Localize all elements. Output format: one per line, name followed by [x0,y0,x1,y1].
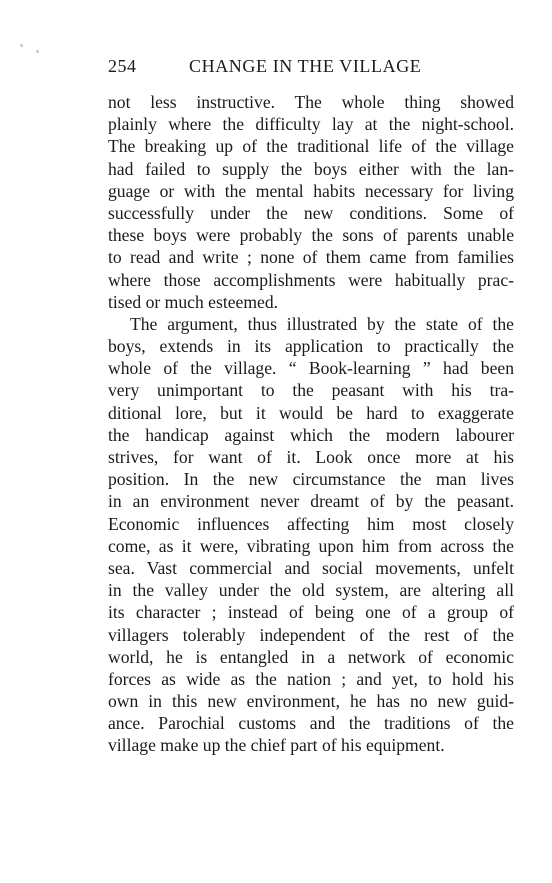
text-line: boys, extends in its application to practically the [108,336,514,357]
text-line: to read and write ; none of them came from families [108,247,514,268]
text-line: ditional lore, but it would be hard to exaggerate [108,402,514,423]
text-line: world, he is entangled in a network of economic [108,646,514,667]
text-line: where those accomplishments were habitually prac- [108,269,514,290]
text-line: ance. Parochial customs and the traditions of the [108,713,514,734]
text-line: forces as wide as the nation ; and yet, to hold his [108,668,514,689]
text-line: Economic influences affecting him most closely [108,513,514,534]
paragraph [108,91,514,313]
text-line: the handicap against which the modern labourer [108,424,514,445]
text-line: very unimportant to the peasant with his tra- [108,380,514,401]
text-line: successfully under the new conditions. Some of [108,202,514,223]
text-line: these boys were probably the sons of parents unable [108,225,514,246]
text-line: come, as it were, vibrating upon him from across the [108,535,514,556]
text-line: strives, for want of it. Look once more at his [108,447,514,467]
text-line: position. In the new circumstance the man lives [108,469,514,490]
text-line: The argument, thus illustrated by the state of the [130,313,514,334]
paragraph [108,313,514,757]
text-line: own in this new environment, he has no new guid- [108,691,514,712]
running-head [108,56,518,82]
text-line: village make up the chief part of his equipment. [108,735,445,756]
text-line: sea. Vast commercial and social movements, unfelt [108,557,514,578]
body-text [108,91,514,757]
text-line: in the valley under the old system, are altering all [108,580,514,601]
text-line: plainly where the difficulty lay at the night-school. [108,114,514,135]
text-line: not less instructive. The whole thing showed [108,92,514,112]
text-line: had failed to supply the boys either with the lan- [108,158,514,179]
text-line: its character ; instead of being one of a group of [108,602,514,623]
text-line: guage or with the mental habits necessary for living [108,180,514,201]
running-title: CHANGE IN THE VILLAGE [189,56,422,76]
page-number: 254 [108,56,137,76]
margin-speck [20,44,23,47]
margin-speck [36,50,39,53]
text-line: The breaking up of the traditional life of the village [108,136,514,157]
text-line: in an environment never dreamt of by the peasant. [108,491,514,512]
text-line: villagers tolerably independent of the rest of the [108,624,514,645]
text-line: whole of the village. “ Book-learning ” had been [108,358,514,379]
text-line: tised or much esteemed. [108,291,279,312]
